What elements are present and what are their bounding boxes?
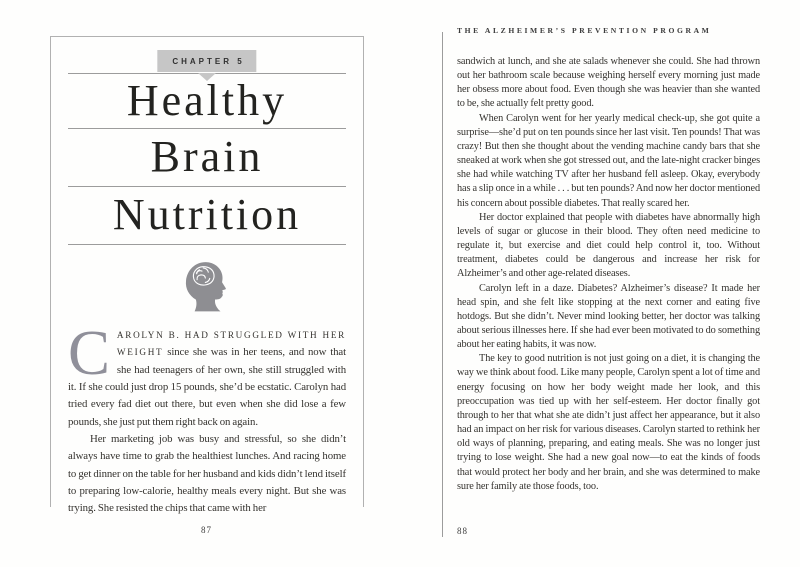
body-paragraph: When Carolyn went for her yearly medical check-up, she got quite a surprise—she’d put on ten pounds since her last visit. Ten pounds! That was crazy! But then she thought about the vending machine candy bars that she sneaked at work when she got stressed out, and the late-night cracker binges she had while watching TV after her husband fell asleep. Okay, everybody has a slip once in a while . . . but ten pounds? And now her doctor mentioned his concern about possible diabetes. That really scared her. — [457, 112, 760, 209]
right-page — [400, 0, 800, 567]
drop-cap: C — [68, 318, 110, 388]
lead-in-small-caps: AROLYN B. HAD STRUGGLED WITH HER WEIGHT — [116, 330, 346, 358]
chapter-badge: CHAPTER 5 — [157, 50, 256, 72]
chapter-frame — [50, 36, 364, 515]
paragraph-text: since she was in her teens, and now that she had teenagers of her own, she still struggled with it. If she could just drop 15 pounds, she’d be ecstatic. Carolyn had tried every fad diet out there, but even when she did lose a few pounds, she just put them right back on again. — [68, 346, 346, 428]
body-paragraph — [68, 318, 346, 431]
body-paragraph: sandwich at lunch, and she ate salads whenever she could. She had thrown out her bathroom scale because weighing herself every morning just made her obsess more about food. Even though she was heavier than she wanted to be, she actually felt pretty good. — [457, 56, 760, 110]
title-rule — [68, 244, 346, 245]
chapter-arrow-icon — [198, 73, 216, 81]
right-body — [457, 55, 760, 494]
left-body-text — [68, 318, 346, 518]
body-paragraph: Carolyn left in a daze. Diabetes? Alzheimer’s disease? It made her head spin, and she felt like stopping at the next corner and eating five hotdogs. But she didn’t. Never mind looking better, her doctor was talking about serious illnesses here. If she had ever been motivated to do something about her eating habits, it was now. — [457, 282, 760, 351]
running-header: THE ALZHEIMER’S PREVENTION PROGRAM — [457, 26, 712, 35]
chapter-title-word: Brain — [150, 132, 264, 181]
body-paragraph: The key to good nutrition is not just going on a diet, it is changing the way we think about food. Like many people, Carolyn spent a lot of time and energy focusing on how her body weight made her look, and this preoccupation was tied up with her self-esteem. Her doctor finally got through to her that what she ate didn’t just affect her appearance, but it also had an impact on her risk for various diseases. Carolyn started to rethink her old ways of planning, preparing, and eating meals. She was no longer just trying to lose weight. She had a new goal now—to eat the kinds of foods that would protect her body and her brain, and she was determined to make sure her family ate those foods, too. — [457, 353, 760, 492]
page-number-left: 87 — [201, 525, 212, 535]
chapter-title-word: Healthy — [126, 76, 288, 125]
page-number-right: 88 — [457, 526, 468, 536]
body-paragraph: Her doctor explained that people with diabetes have abnormally high levels of sugar or glucose in their blood. They often need medicine to regulate it, but exercise and diet could help control it, too. Without treatment, diabetes could be dangerous and increase her risk for Alzheimer’s and other age-related diseases. — [457, 211, 760, 280]
body-paragraph: Her marketing job was busy and stressful, so she didn’t always have time to grab the healthiest lunches. And racing home to get dinner on the table for her husband and kids didn’t lend itself to preparing low-calorie, healthy meals every night. But she was trying. She resisted the chips that came with her — [68, 433, 346, 515]
chapter-title-word: Nutrition — [112, 190, 302, 239]
margin-rule — [442, 32, 443, 537]
head-profile-brain-icon — [184, 261, 230, 321]
